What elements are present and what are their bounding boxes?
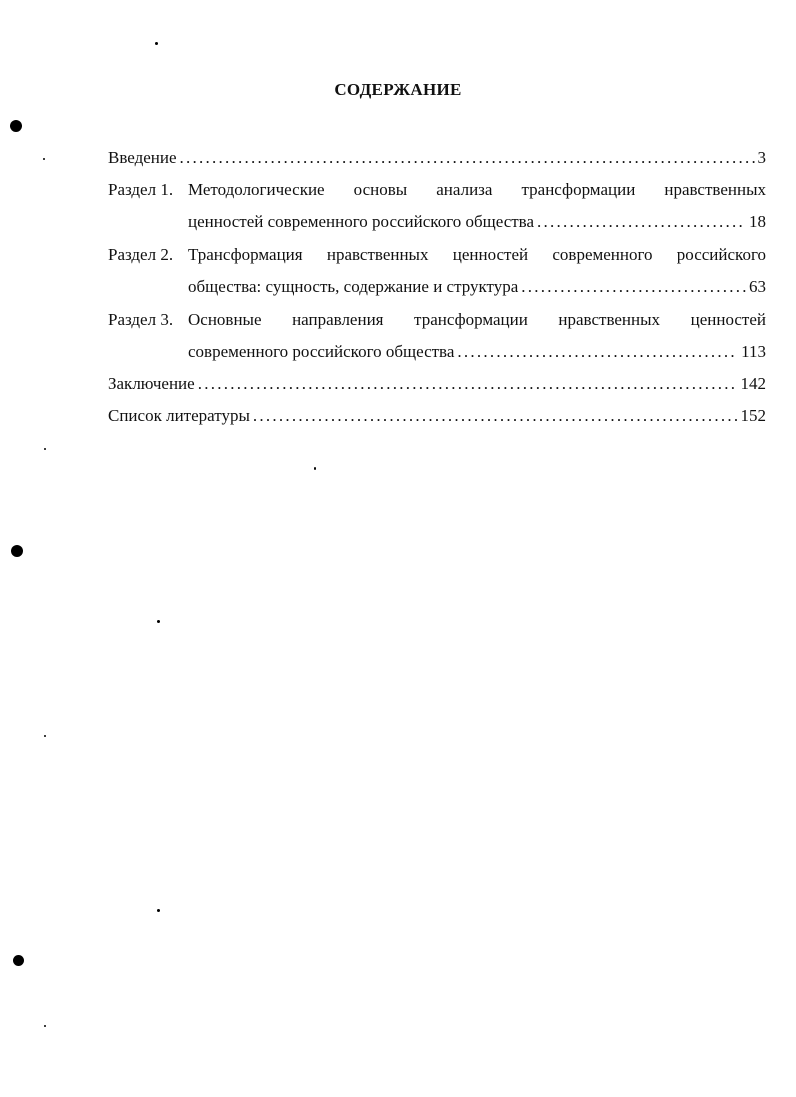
dot-leader: [253, 400, 738, 432]
scan-speck: [44, 1025, 46, 1027]
toc-page-number: 3: [757, 148, 766, 167]
section-title-line2: современного российского общества: [188, 342, 455, 361]
toc-page-number: 142: [740, 374, 766, 393]
toc-entry-section-2[interactable]: [108, 239, 766, 271]
toc-page-number: 152: [740, 406, 766, 425]
dot-leader: [457, 336, 738, 368]
scan-speck: [157, 909, 160, 912]
dot-leader: [198, 368, 738, 400]
dot-leader: [537, 206, 746, 238]
binder-hole-mark: [10, 120, 22, 132]
scan-speck: [43, 158, 45, 160]
toc-entry-label: Заключение: [108, 374, 195, 393]
scan-speck: [155, 42, 158, 45]
binder-hole-mark: [11, 545, 23, 557]
toc-page-number: 63: [749, 277, 766, 296]
section-label: Раздел 2.: [108, 245, 174, 264]
scan-speck: [44, 735, 46, 737]
toc-entry-intro[interactable]: [108, 142, 766, 174]
section-title-line1: Основные направления трансформации нравственных ценностей: [188, 310, 766, 329]
toc-entry-conclusion[interactable]: [108, 368, 766, 400]
scan-speck: [157, 620, 160, 623]
scan-speck: [44, 448, 46, 450]
toc-entry-section-1-cont: [108, 206, 766, 238]
section-label: Раздел 3.: [108, 310, 174, 329]
toc-entry-section-3[interactable]: [108, 304, 766, 336]
scan-speck: [314, 467, 316, 470]
section-title-line2: ценностей современного российского общества: [188, 212, 535, 231]
toc-page-number: 18: [749, 212, 766, 231]
dot-leader: [180, 142, 755, 174]
section-title-line2: общества: сущность, содержание и структура: [188, 277, 519, 296]
toc-entry-label: Введение: [108, 148, 177, 167]
toc-entry-section-1[interactable]: [108, 174, 766, 206]
toc-entry-section-2-cont: [108, 271, 766, 303]
dot-leader: [521, 271, 746, 303]
binder-hole-mark: [13, 955, 24, 966]
section-title-line1: Трансформация нравственных ценностей современного российского: [188, 245, 766, 264]
toc-page-number: 113: [741, 342, 766, 361]
section-title-line1: Методологические основы анализа трансформации нравственных: [188, 180, 766, 199]
toc-entry-bibliography[interactable]: [108, 400, 766, 432]
document-title: СОДЕРЖАНИЕ: [334, 80, 462, 99]
toc-entry-section-3-cont: [108, 336, 766, 368]
toc-entry-label: Список литературы: [108, 406, 250, 425]
section-label: Раздел 1.: [108, 180, 174, 199]
